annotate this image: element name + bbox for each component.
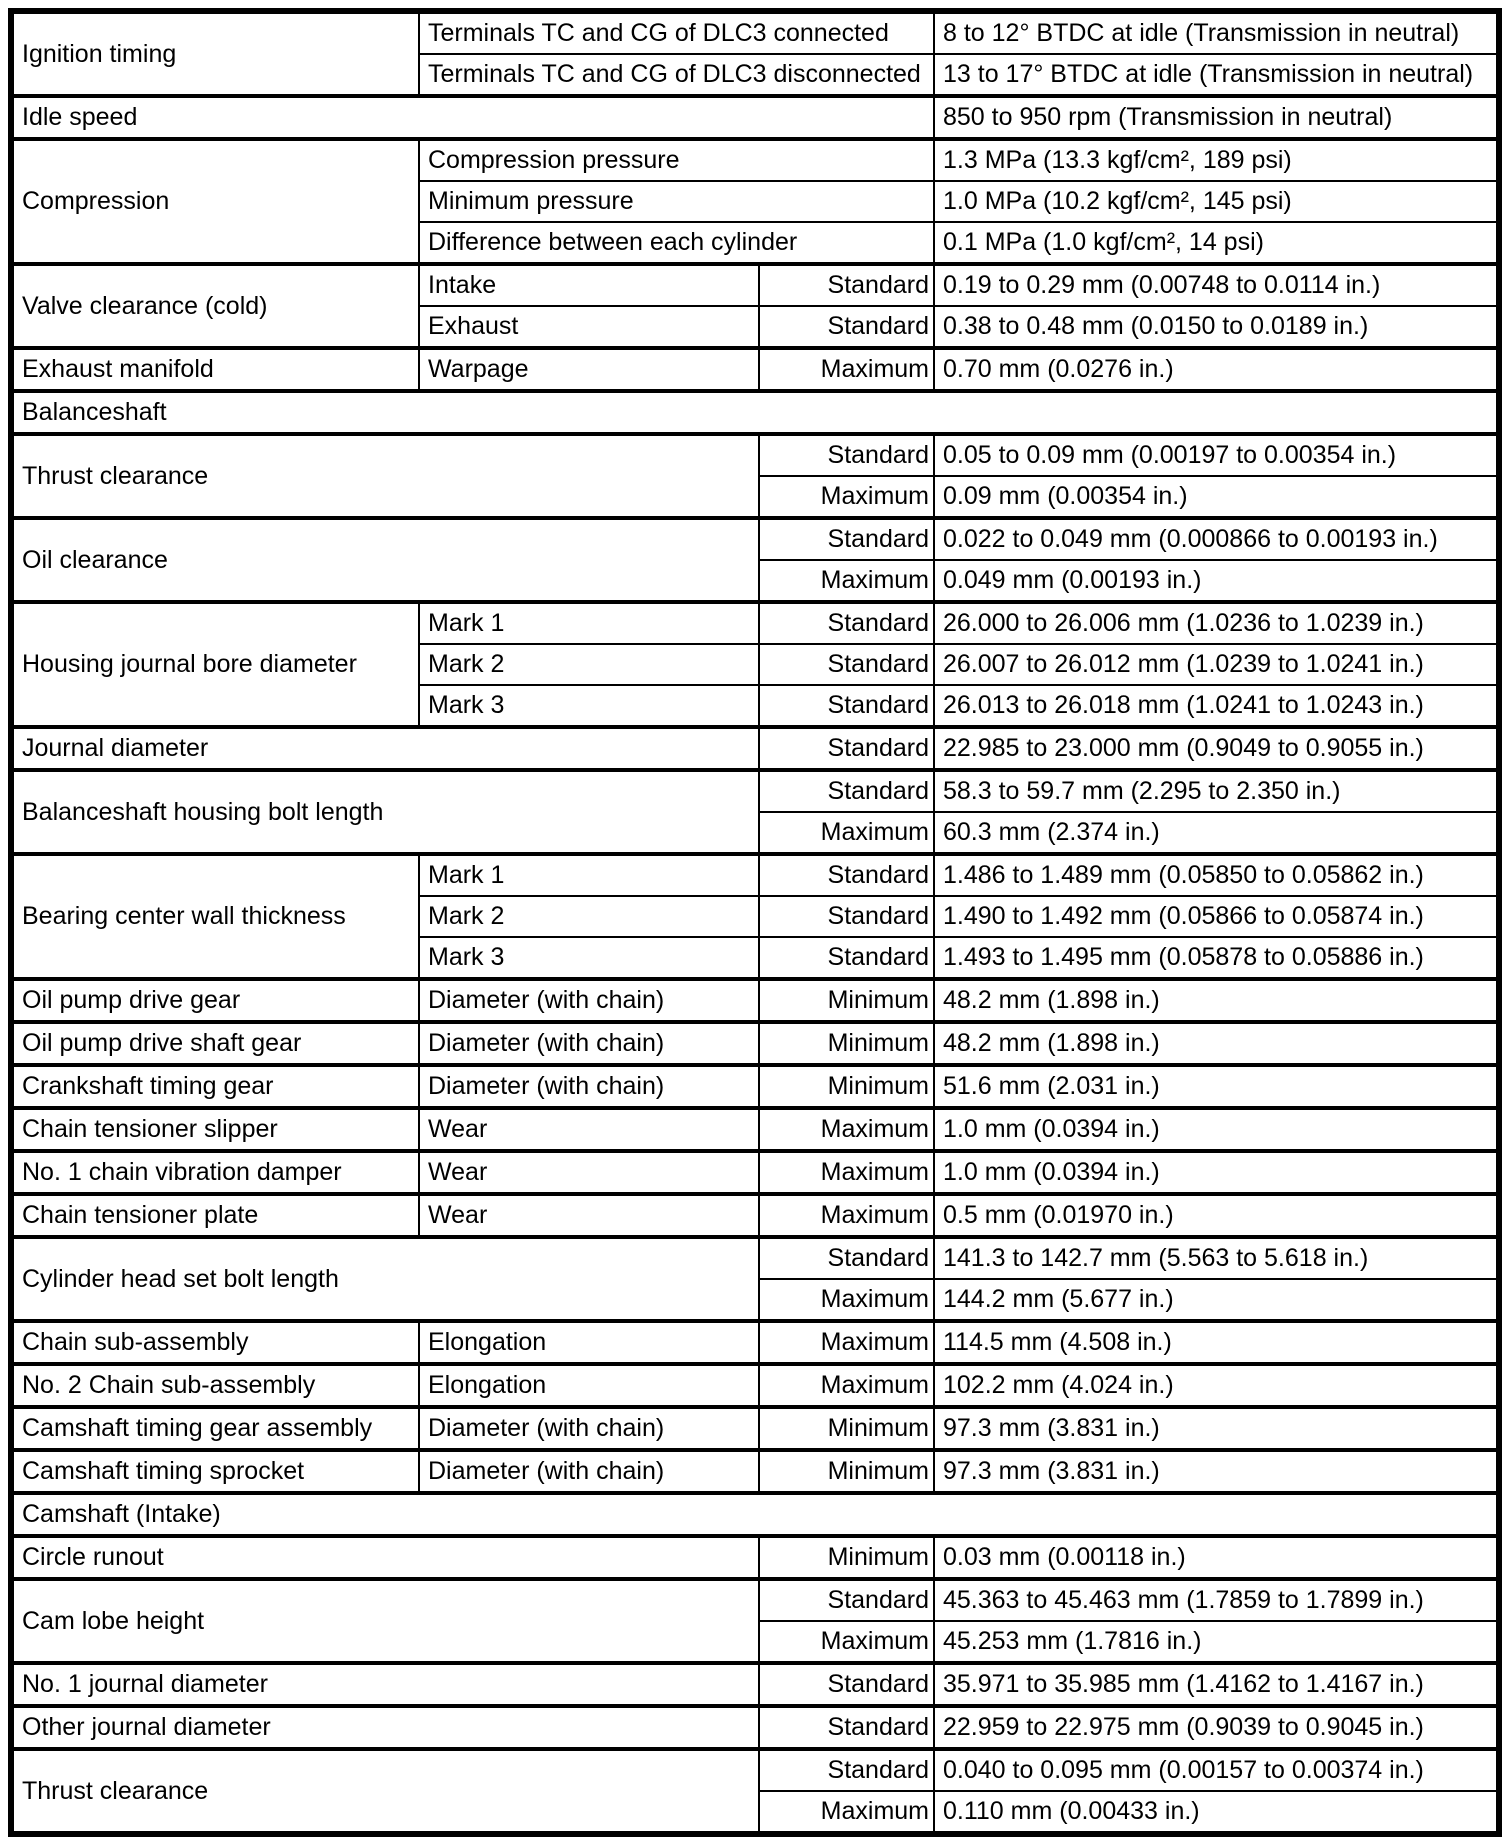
spec-item-cell: Diameter (with chain) <box>419 1065 759 1108</box>
spec-qualifier-cell: Maximum <box>759 812 934 854</box>
table-row <box>11 1663 1499 1706</box>
table-row <box>11 1493 1499 1536</box>
table-row <box>11 391 1499 434</box>
spec-component-cell: Thrust clearance <box>11 1749 759 1834</box>
spec-value-cell: 0.5 mm (0.01970 in.) <box>934 1194 1499 1237</box>
spec-qualifier-cell: Standard <box>759 770 934 812</box>
spec-value-cell: 1.0 MPa (10.2 kgf/cm², 145 psi) <box>934 181 1499 222</box>
spec-component-cell: Circle runout <box>11 1536 759 1579</box>
section-header-cell: Camshaft (Intake) <box>11 1493 1499 1536</box>
spec-item-cell: Elongation <box>419 1321 759 1364</box>
spec-value-cell: 22.959 to 22.975 mm (0.9039 to 0.9045 in.) <box>934 1706 1499 1749</box>
table-row <box>11 1108 1499 1151</box>
spec-component-cell: Exhaust manifold <box>11 348 419 391</box>
spec-value-cell: 1.493 to 1.495 mm (0.05878 to 0.05886 in.) <box>934 937 1499 979</box>
table-row <box>11 348 1499 391</box>
spec-component-cell: Chain tensioner slipper <box>11 1108 419 1151</box>
spec-qualifier-cell: Maximum <box>759 560 934 602</box>
spec-value-cell: 48.2 mm (1.898 in.) <box>934 1022 1499 1065</box>
table-row <box>11 96 1499 139</box>
table-row <box>11 727 1499 770</box>
spec-value-cell: 0.19 to 0.29 mm (0.00748 to 0.0114 in.) <box>934 264 1499 306</box>
spec-qualifier-cell: Maximum <box>759 1321 934 1364</box>
table-row <box>11 11 1499 54</box>
spec-component-cell: Oil clearance <box>11 518 759 602</box>
spec-item-cell: Difference between each cylinder <box>419 222 934 264</box>
spec-qualifier-cell: Maximum <box>759 476 934 518</box>
table-row <box>11 1065 1499 1108</box>
spec-value-cell: 0.38 to 0.48 mm (0.0150 to 0.0189 in.) <box>934 306 1499 348</box>
spec-value-cell: 850 to 950 rpm (Transmission in neutral) <box>934 96 1499 139</box>
spec-component-cell: Balanceshaft housing bolt length <box>11 770 759 854</box>
spec-value-cell: 35.971 to 35.985 mm (1.4162 to 1.4167 in.) <box>934 1663 1499 1706</box>
spec-qualifier-cell: Maximum <box>759 1364 934 1407</box>
table-row <box>11 1237 1499 1279</box>
spec-component-cell: Cylinder head set bolt length <box>11 1237 759 1321</box>
table-row <box>11 1364 1499 1407</box>
spec-component-cell: Camshaft timing sprocket <box>11 1450 419 1493</box>
spec-value-cell: 8 to 12° BTDC at idle (Transmission in neutral) <box>934 11 1499 54</box>
spec-value-cell: 97.3 mm (3.831 in.) <box>934 1450 1499 1493</box>
spec-item-cell: Terminals TC and CG of DLC3 connected <box>419 11 934 54</box>
spec-component-cell: No. 2 Chain sub-assembly <box>11 1364 419 1407</box>
spec-value-cell: 0.09 mm (0.00354 in.) <box>934 476 1499 518</box>
spec-qualifier-cell: Standard <box>759 264 934 306</box>
spec-qualifier-cell: Standard <box>759 685 934 727</box>
spec-component-cell: Chain tensioner plate <box>11 1194 419 1237</box>
spec-value-cell: 51.6 mm (2.031 in.) <box>934 1065 1499 1108</box>
spec-component-cell: No. 1 chain vibration damper <box>11 1151 419 1194</box>
spec-qualifier-cell: Minimum <box>759 1450 934 1493</box>
engine-specifications-table <box>8 8 1502 1837</box>
table-row <box>11 1022 1499 1065</box>
table-row <box>11 434 1499 476</box>
spec-component-cell: Bearing center wall thickness <box>11 854 419 979</box>
table-row <box>11 139 1499 181</box>
spec-qualifier-cell: Standard <box>759 1663 934 1706</box>
table-row <box>11 518 1499 560</box>
spec-qualifier-cell: Standard <box>759 602 934 644</box>
table-row <box>11 602 1499 644</box>
section-header-cell: Balanceshaft <box>11 391 1499 434</box>
spec-component-cell: Oil pump drive shaft gear <box>11 1022 419 1065</box>
spec-qualifier-cell: Standard <box>759 854 934 896</box>
spec-qualifier-cell: Minimum <box>759 1065 934 1108</box>
table-row <box>11 1321 1499 1364</box>
table-row <box>11 1450 1499 1493</box>
spec-value-cell: 144.2 mm (5.677 in.) <box>934 1279 1499 1321</box>
table-row <box>11 770 1499 812</box>
spec-component-cell: Idle speed <box>11 96 934 139</box>
spec-value-cell: 0.03 mm (0.00118 in.) <box>934 1536 1499 1579</box>
spec-value-cell: 26.013 to 26.018 mm (1.0241 to 1.0243 in.) <box>934 685 1499 727</box>
spec-qualifier-cell: Standard <box>759 896 934 937</box>
table-row <box>11 1194 1499 1237</box>
spec-item-cell: Terminals TC and CG of DLC3 disconnected <box>419 54 934 96</box>
spec-item-cell: Mark 2 <box>419 644 759 685</box>
spec-item-cell: Warpage <box>419 348 759 391</box>
spec-item-cell: Diameter (with chain) <box>419 979 759 1022</box>
spec-item-cell: Wear <box>419 1151 759 1194</box>
spec-component-cell: Camshaft timing gear assembly <box>11 1407 419 1450</box>
spec-qualifier-cell: Standard <box>759 1237 934 1279</box>
table-row <box>11 1151 1499 1194</box>
spec-qualifier-cell: Minimum <box>759 1536 934 1579</box>
spec-item-cell: Intake <box>419 264 759 306</box>
spec-value-cell: 13 to 17° BTDC at idle (Transmission in neutral) <box>934 54 1499 96</box>
spec-value-cell: 58.3 to 59.7 mm (2.295 to 2.350 in.) <box>934 770 1499 812</box>
spec-item-cell: Mark 1 <box>419 602 759 644</box>
spec-item-cell: Wear <box>419 1108 759 1151</box>
spec-component-cell: No. 1 journal diameter <box>11 1663 759 1706</box>
spec-qualifier-cell: Maximum <box>759 1279 934 1321</box>
spec-value-cell: 1.490 to 1.492 mm (0.05866 to 0.05874 in.) <box>934 896 1499 937</box>
table-row <box>11 1536 1499 1579</box>
spec-component-cell: Cam lobe height <box>11 1579 759 1663</box>
spec-item-cell: Wear <box>419 1194 759 1237</box>
spec-qualifier-cell: Standard <box>759 644 934 685</box>
spec-qualifier-cell: Standard <box>759 727 934 770</box>
spec-qualifier-cell: Maximum <box>759 1791 934 1834</box>
spec-value-cell: 48.2 mm (1.898 in.) <box>934 979 1499 1022</box>
spec-value-cell: 0.70 mm (0.0276 in.) <box>934 348 1499 391</box>
spec-qualifier-cell: Minimum <box>759 1022 934 1065</box>
spec-value-cell: 0.05 to 0.09 mm (0.00197 to 0.00354 in.) <box>934 434 1499 476</box>
spec-qualifier-cell: Minimum <box>759 1407 934 1450</box>
spec-value-cell: 45.253 mm (1.7816 in.) <box>934 1621 1499 1663</box>
spec-component-cell: Valve clearance (cold) <box>11 264 419 348</box>
spec-item-cell: Mark 3 <box>419 937 759 979</box>
table-row <box>11 1407 1499 1450</box>
spec-component-cell: Compression <box>11 139 419 264</box>
spec-item-cell: Diameter (with chain) <box>419 1407 759 1450</box>
spec-value-cell: 0.1 MPa (1.0 kgf/cm², 14 psi) <box>934 222 1499 264</box>
spec-qualifier-cell: Standard <box>759 1706 934 1749</box>
spec-component-cell: Chain sub-assembly <box>11 1321 419 1364</box>
spec-item-cell: Minimum pressure <box>419 181 934 222</box>
table-row <box>11 1706 1499 1749</box>
spec-value-cell: 26.007 to 26.012 mm (1.0239 to 1.0241 in.) <box>934 644 1499 685</box>
spec-value-cell: 0.040 to 0.095 mm (0.00157 to 0.00374 in.) <box>934 1749 1499 1791</box>
spec-item-cell: Exhaust <box>419 306 759 348</box>
spec-component-cell: Oil pump drive gear <box>11 979 419 1022</box>
spec-qualifier-cell: Minimum <box>759 979 934 1022</box>
spec-component-cell: Thrust clearance <box>11 434 759 518</box>
table-row <box>11 1579 1499 1621</box>
table-row <box>11 979 1499 1022</box>
spec-value-cell: 1.486 to 1.489 mm (0.05850 to 0.05862 in.) <box>934 854 1499 896</box>
spec-qualifier-cell: Maximum <box>759 1194 934 1237</box>
spec-value-cell: 141.3 to 142.7 mm (5.563 to 5.618 in.) <box>934 1237 1499 1279</box>
spec-value-cell: 1.3 MPa (13.3 kgf/cm², 189 psi) <box>934 139 1499 181</box>
spec-value-cell: 22.985 to 23.000 mm (0.9049 to 0.9055 in.) <box>934 727 1499 770</box>
spec-component-cell: Other journal diameter <box>11 1706 759 1749</box>
spec-value-cell: 0.110 mm (0.00433 in.) <box>934 1791 1499 1834</box>
spec-value-cell: 1.0 mm (0.0394 in.) <box>934 1151 1499 1194</box>
spec-component-cell: Journal diameter <box>11 727 759 770</box>
spec-qualifier-cell: Standard <box>759 1749 934 1791</box>
spec-item-cell: Mark 2 <box>419 896 759 937</box>
spec-value-cell: 0.022 to 0.049 mm (0.000866 to 0.00193 in.) <box>934 518 1499 560</box>
table-row <box>11 854 1499 896</box>
table-row <box>11 1749 1499 1791</box>
spec-qualifier-cell: Standard <box>759 518 934 560</box>
spec-item-cell: Mark 3 <box>419 685 759 727</box>
spec-item-cell: Diameter (with chain) <box>419 1450 759 1493</box>
spec-value-cell: 97.3 mm (3.831 in.) <box>934 1407 1499 1450</box>
spec-value-cell: 26.000 to 26.006 mm (1.0236 to 1.0239 in.) <box>934 602 1499 644</box>
spec-item-cell: Diameter (with chain) <box>419 1022 759 1065</box>
spec-component-cell: Housing journal bore diameter <box>11 602 419 727</box>
spec-value-cell: 114.5 mm (4.508 in.) <box>934 1321 1499 1364</box>
spec-qualifier-cell: Standard <box>759 434 934 476</box>
spec-component-cell: Crankshaft timing gear <box>11 1065 419 1108</box>
spec-item-cell: Compression pressure <box>419 139 934 181</box>
spec-qualifier-cell: Standard <box>759 937 934 979</box>
spec-value-cell: 102.2 mm (4.024 in.) <box>934 1364 1499 1407</box>
spec-value-cell: 1.0 mm (0.0394 in.) <box>934 1108 1499 1151</box>
spec-qualifier-cell: Maximum <box>759 348 934 391</box>
spec-qualifier-cell: Maximum <box>759 1151 934 1194</box>
spec-component-cell: Ignition timing <box>11 11 419 96</box>
spec-item-cell: Elongation <box>419 1364 759 1407</box>
spec-value-cell: 45.363 to 45.463 mm (1.7859 to 1.7899 in.) <box>934 1579 1499 1621</box>
spec-value-cell: 0.049 mm (0.00193 in.) <box>934 560 1499 602</box>
spec-item-cell: Mark 1 <box>419 854 759 896</box>
table-row <box>11 264 1499 306</box>
spec-value-cell: 60.3 mm (2.374 in.) <box>934 812 1499 854</box>
spec-qualifier-cell: Maximum <box>759 1621 934 1663</box>
spec-qualifier-cell: Maximum <box>759 1108 934 1151</box>
spec-qualifier-cell: Standard <box>759 1579 934 1621</box>
spec-qualifier-cell: Standard <box>759 306 934 348</box>
